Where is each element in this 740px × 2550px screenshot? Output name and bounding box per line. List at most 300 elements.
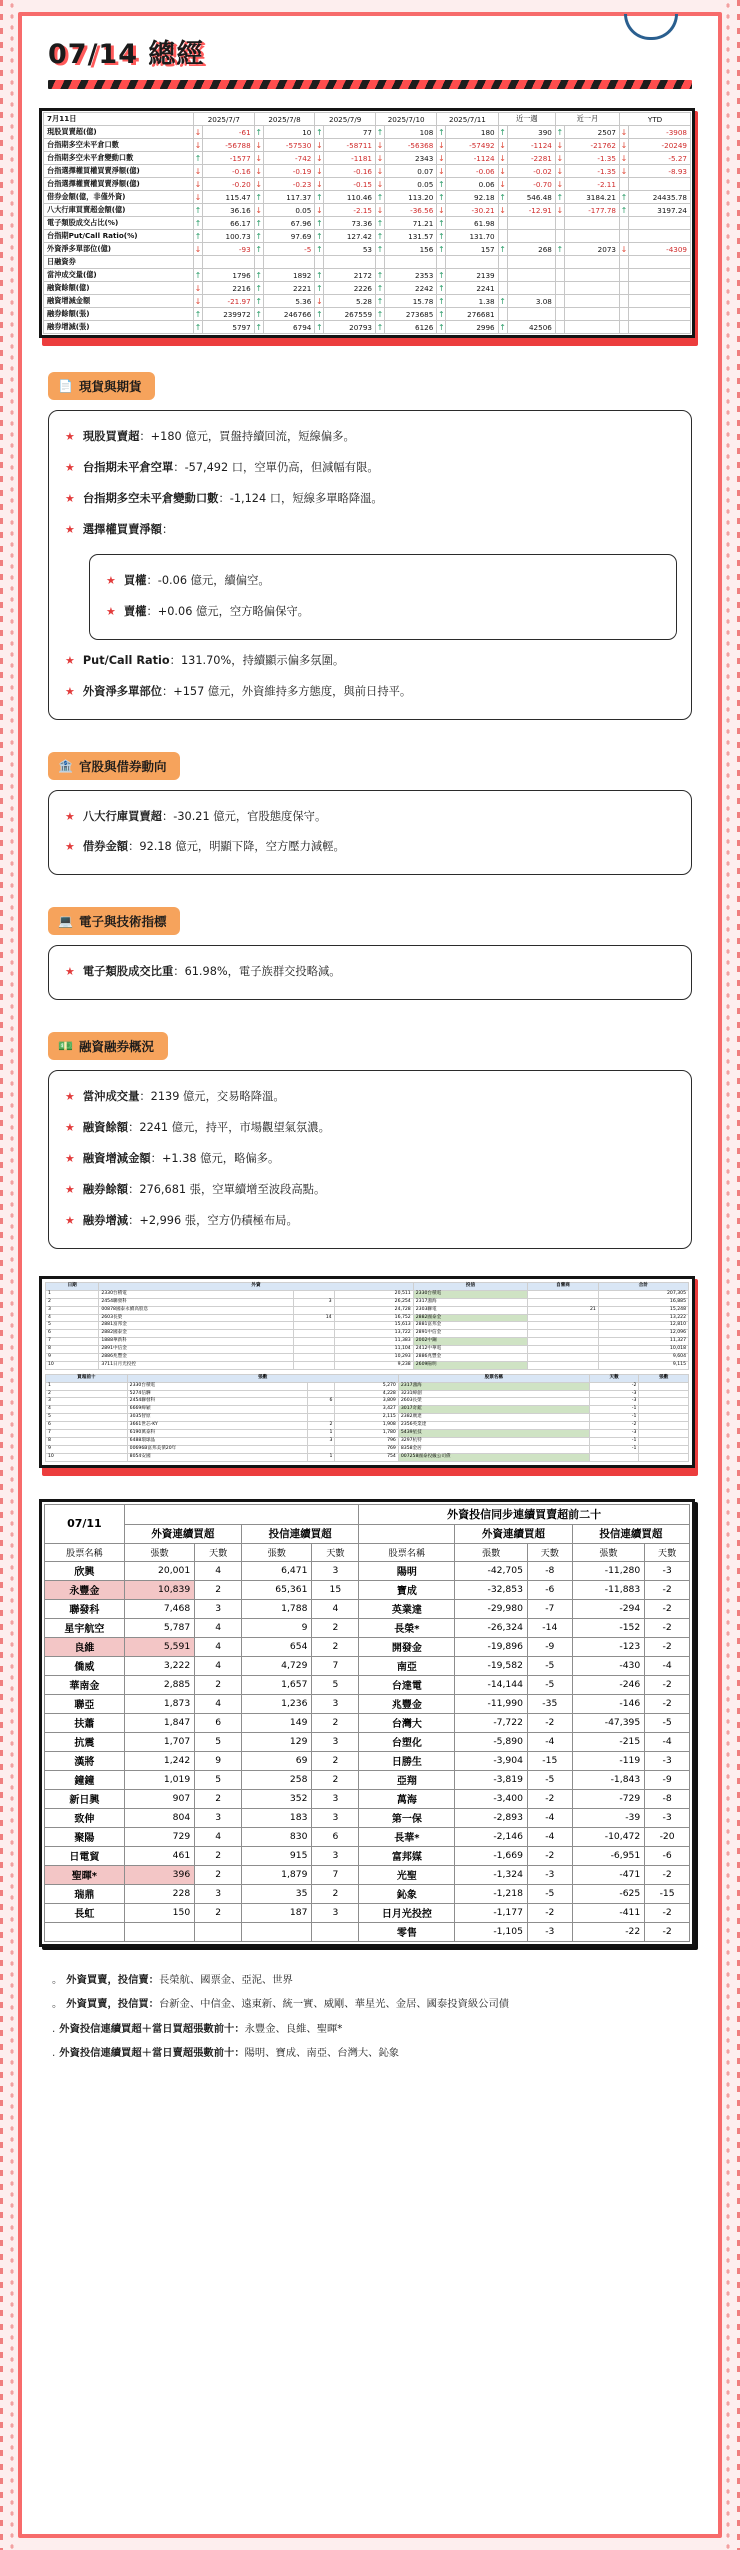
macro-cell-value bbox=[628, 178, 690, 191]
macro-row-label: 現股買賣超(億) bbox=[44, 126, 194, 139]
table-cell: -2 bbox=[645, 1580, 690, 1599]
mini-grid-cell bbox=[293, 1338, 334, 1346]
macro-cell-value: -0.06 bbox=[446, 165, 498, 178]
table-cell: 10,839 bbox=[124, 1580, 194, 1599]
macro-cell-value: -57530 bbox=[263, 139, 315, 152]
table-cell: -215 bbox=[572, 1732, 645, 1751]
macro-cell-trend-icon: ↑ bbox=[255, 270, 263, 280]
mini-grid-cell: 13,222 bbox=[598, 1314, 688, 1322]
table-cell: -7 bbox=[527, 1599, 572, 1618]
table-row bbox=[45, 1599, 690, 1618]
macro-cell-trend-icon: ↑ bbox=[255, 192, 263, 202]
mini-grid-cell bbox=[639, 1437, 689, 1445]
mini-grid-cell: 9,604 bbox=[598, 1354, 688, 1362]
mini-grid-cell bbox=[293, 1361, 334, 1369]
table-cell: -1,843 bbox=[572, 1770, 645, 1789]
col-days-right-b: 天數 bbox=[645, 1543, 690, 1561]
macro-cell-value: 1796 bbox=[203, 269, 255, 282]
mini-grid-cell: 8054安國 bbox=[127, 1453, 307, 1461]
table-cell: 鐘鐘 bbox=[45, 1770, 125, 1789]
mini-grid-cell: 2 bbox=[46, 1298, 99, 1306]
mini-grid-cell: 26,254 bbox=[334, 1298, 413, 1306]
macro-cell-value: -21762 bbox=[564, 139, 619, 152]
table-cell: -6 bbox=[645, 1846, 690, 1865]
macro-cell-value: 97.69 bbox=[263, 230, 315, 243]
footnote-marker: 。 bbox=[52, 1973, 63, 1986]
chip-icon: 💻 bbox=[58, 914, 73, 929]
table-cell: 352 bbox=[242, 1789, 312, 1808]
table-row bbox=[45, 1580, 690, 1599]
mini-grid-cell bbox=[293, 1306, 334, 1314]
table-cell: -5 bbox=[527, 1884, 572, 1903]
macro-cell-value: 24435.78 bbox=[628, 191, 690, 204]
macro-col-header-3: 2025/7/10 bbox=[376, 113, 437, 126]
bullet-label: Put/Call Ratio bbox=[82, 653, 170, 667]
table-cell: 129 bbox=[242, 1732, 312, 1751]
sub-bullet-card bbox=[89, 554, 677, 640]
macro-cell-trend-icon: ↓ bbox=[437, 205, 445, 215]
table-cell: 第一保 bbox=[359, 1808, 455, 1827]
mini-grid-cell bbox=[528, 1314, 599, 1322]
mini-grid-cell bbox=[528, 1361, 599, 1369]
macro-cell-value: 2241 bbox=[446, 282, 498, 295]
mini-grid-cell: 13,722 bbox=[334, 1330, 413, 1338]
macro-cell-value: -61 bbox=[203, 126, 255, 139]
continuous-table-frame bbox=[39, 1499, 695, 1947]
macro-cell-trend-icon: ↓ bbox=[194, 192, 202, 202]
table-cell: -146 bbox=[572, 1694, 645, 1713]
macro-table-row bbox=[44, 204, 691, 217]
mini-grid-cell: 16,752 bbox=[334, 1314, 413, 1322]
table-row bbox=[45, 1656, 690, 1675]
bullet-label: 賣權 bbox=[123, 604, 147, 618]
macro-section-spacer bbox=[263, 256, 315, 269]
macro-cell-trend-icon: ↓ bbox=[499, 166, 506, 176]
table-cell: -4 bbox=[527, 1808, 572, 1827]
mini-grid-header-4: 合計 bbox=[598, 1283, 688, 1291]
mini-grid-row bbox=[46, 1398, 689, 1406]
mini-grid-header-2: 股票名稱 bbox=[398, 1374, 589, 1382]
table-cell: 僑威 bbox=[45, 1656, 125, 1675]
macro-cell-trend-icon bbox=[619, 269, 628, 282]
macro-cell-trend-icon: ↑ bbox=[376, 309, 384, 319]
table-cell: 聯亞 bbox=[45, 1694, 125, 1713]
table-row bbox=[45, 1675, 690, 1694]
macro-cell-trend-icon: ↑ bbox=[315, 283, 323, 293]
mini-grid-cell: 10,293 bbox=[334, 1354, 413, 1362]
macro-cell-trend-icon: ↑ bbox=[315, 231, 323, 241]
table-cell: 6 bbox=[312, 1827, 359, 1846]
table-cell: -9 bbox=[527, 1637, 572, 1656]
table-cell: 聯發科 bbox=[45, 1599, 125, 1618]
macro-cell-trend-icon: ↓ bbox=[315, 296, 323, 306]
table-cell: 光聖 bbox=[359, 1865, 455, 1884]
macro-table-row bbox=[44, 269, 691, 282]
mini-grid-cell: 754 bbox=[335, 1453, 398, 1461]
bullet-item bbox=[104, 566, 662, 597]
macro-cell-trend-icon: ↓ bbox=[620, 140, 628, 150]
table-cell: -35 bbox=[527, 1694, 572, 1713]
table-cell: -246 bbox=[572, 1675, 645, 1694]
macro-cell-value bbox=[507, 217, 555, 230]
macro-row-label: 電子類股成交占比(%) bbox=[44, 217, 194, 230]
bullet-text: 電子類股成交比重：61.98%，電子族群交投略減。 bbox=[82, 965, 341, 979]
table-cell: 907 bbox=[124, 1789, 194, 1808]
table-cell: -1,324 bbox=[455, 1865, 528, 1884]
mini-grid-cell bbox=[639, 1382, 689, 1390]
macro-table-row bbox=[44, 295, 691, 308]
macro-cell-value: 0.05 bbox=[385, 178, 437, 191]
group-foreign-buy-left: 外資連續買超 bbox=[124, 1524, 241, 1543]
macro-cell-trend-icon: ↓ bbox=[620, 244, 628, 254]
footnote-0 bbox=[52, 1970, 688, 1991]
table-cell: -2,893 bbox=[455, 1808, 528, 1827]
mini-grid-cell: 796 bbox=[335, 1437, 398, 1445]
mini-grid-cell: 2330台積電 bbox=[99, 1290, 293, 1298]
macro-cell-trend-icon: ↑ bbox=[194, 205, 202, 215]
table-cell: 15 bbox=[312, 1580, 359, 1599]
macro-cell-value: -0.23 bbox=[263, 178, 315, 191]
table-cell: 開發金 bbox=[359, 1637, 455, 1656]
macro-cell-value: 1892 bbox=[263, 269, 315, 282]
macro-section-spacer bbox=[254, 256, 263, 269]
mini-grid-cell bbox=[639, 1422, 689, 1430]
macro-cell-value: -0.16 bbox=[324, 165, 376, 178]
macro-cell-trend-icon: ↑ bbox=[437, 283, 445, 293]
macro-cell-value: 5.36 bbox=[263, 295, 315, 308]
macro-cell-value: 2242 bbox=[385, 282, 437, 295]
table-cell: 258 bbox=[242, 1770, 312, 1789]
macro-section-row bbox=[44, 256, 691, 269]
macro-cell-trend-icon: ↓ bbox=[194, 179, 202, 189]
col-shares-right-b: 張數 bbox=[572, 1543, 645, 1561]
macro-cell-value bbox=[628, 308, 690, 321]
table-row bbox=[45, 1789, 690, 1808]
mini-grid-header-0: 買超前十 bbox=[46, 1374, 128, 1382]
macro-cell-value bbox=[507, 269, 555, 282]
table-cell: -3 bbox=[645, 1561, 690, 1580]
macro-cell-trend-icon: ↑ bbox=[255, 218, 263, 228]
mini-grid-cell: 2886兆豐金 bbox=[413, 1354, 527, 1362]
mini-grid-cell: 9 bbox=[46, 1445, 128, 1453]
table-cell: 3 bbox=[312, 1789, 359, 1808]
table-cell: 2 bbox=[312, 1770, 359, 1789]
star-icon: ★ bbox=[65, 965, 75, 979]
table-cell: 2,885 bbox=[124, 1675, 194, 1694]
macro-cell-trend-icon: ↑ bbox=[376, 296, 384, 306]
macro-cell-trend-icon: ↓ bbox=[315, 205, 323, 215]
table-cell: -294 bbox=[572, 1599, 645, 1618]
mini-grid-cell: 5 bbox=[46, 1322, 99, 1330]
macro-cell-trend-icon: ↑ bbox=[315, 127, 323, 137]
table-cell: 804 bbox=[124, 1808, 194, 1827]
mini-grid-cell: 5 bbox=[46, 1414, 128, 1422]
macro-row-label: 融券餘額(張) bbox=[44, 308, 194, 321]
table-cell: 華南金 bbox=[45, 1675, 125, 1694]
mini-grid-row bbox=[46, 1354, 689, 1362]
table-cell: 149 bbox=[242, 1713, 312, 1732]
mini-grid-cell bbox=[639, 1445, 689, 1453]
star-icon: ★ bbox=[106, 604, 116, 618]
macro-cell-value: -5 bbox=[263, 243, 315, 256]
macro-table-shadow bbox=[42, 111, 698, 346]
macro-section-spacer bbox=[194, 256, 203, 269]
mini-grid-cell: 3661世芯-KY bbox=[127, 1422, 307, 1430]
table-row bbox=[45, 1637, 690, 1656]
mini-grid-cell: 3231緯創 bbox=[398, 1390, 589, 1398]
macro-cell-trend-icon bbox=[498, 282, 507, 295]
mini-grid-cell: 10,018 bbox=[598, 1346, 688, 1354]
footnote-3 bbox=[52, 2043, 688, 2064]
table-row bbox=[45, 1561, 690, 1580]
table-row bbox=[45, 1865, 690, 1884]
table-cell: -2 bbox=[527, 1789, 572, 1808]
macro-cell-value: 246766 bbox=[263, 308, 315, 321]
table-cell: 2 bbox=[312, 1618, 359, 1637]
mini-grid-cell: 2603長榮 bbox=[99, 1314, 293, 1322]
macro-section-label: 日融資券 bbox=[44, 256, 194, 269]
star-icon: ★ bbox=[65, 491, 75, 505]
table-cell: 4 bbox=[312, 1599, 359, 1618]
table-cell: -5,890 bbox=[455, 1732, 528, 1751]
macro-cell-value: 2507 bbox=[564, 126, 619, 139]
table-cell: 日勝生 bbox=[359, 1751, 455, 1770]
mini-grid-cell: 16,885 bbox=[598, 1298, 688, 1306]
mini-grid-cell: 2382廣達 bbox=[398, 1414, 589, 1422]
macro-cell-trend-icon bbox=[555, 217, 564, 230]
section-card-3 bbox=[48, 1070, 692, 1249]
macro-cell-trend-icon: ↓ bbox=[255, 166, 263, 176]
mini-grid-cell: 2330台積電 bbox=[413, 1290, 527, 1298]
macro-cell-trend-icon: ↑ bbox=[499, 192, 506, 202]
institution-grid-frame bbox=[39, 1276, 695, 1468]
mini-grid-header-row bbox=[46, 1374, 689, 1382]
continuous-table-left-spacer bbox=[124, 1504, 359, 1524]
table-cell: -2 bbox=[645, 1865, 690, 1884]
bullet-text: 台指期未平倉空單：-57,492 口，空單仍高，但減幅有限。 bbox=[82, 460, 379, 474]
macro-cell-value: 77 bbox=[324, 126, 376, 139]
macro-section-spacer bbox=[628, 256, 690, 269]
institution-bottom-grid bbox=[45, 1374, 689, 1462]
table-cell: 7 bbox=[312, 1865, 359, 1884]
macro-cell-value: 546.48 bbox=[507, 191, 555, 204]
institution-grid-shadow bbox=[42, 1279, 698, 1476]
macro-cell-trend-icon: ↓ bbox=[194, 127, 202, 137]
bullet-text: 當沖成交量：2139 億元，交易略降溫。 bbox=[82, 1090, 285, 1104]
macro-col-header-0: 2025/7/7 bbox=[194, 113, 255, 126]
table-cell: -39 bbox=[572, 1808, 645, 1827]
macro-cell-value bbox=[564, 295, 619, 308]
footnote-marker: 。 bbox=[52, 1998, 63, 2011]
macro-cell-value: 20793 bbox=[324, 321, 376, 334]
table-cell: 台達電 bbox=[359, 1675, 455, 1694]
bullet-item bbox=[63, 646, 677, 677]
table-cell: 漢將 bbox=[45, 1751, 125, 1770]
macro-cell-value: 131.70 bbox=[446, 230, 498, 243]
macro-cell-value: 2343 bbox=[385, 152, 437, 165]
macro-cell-value: -0.02 bbox=[507, 165, 555, 178]
table-cell: 7 bbox=[312, 1656, 359, 1675]
right-dot-rail bbox=[724, 0, 732, 2550]
macro-row-label: 台指選擇權買權買賣淨額(億) bbox=[44, 165, 194, 178]
mini-grid-cell: 6190萬泰科 bbox=[127, 1430, 307, 1438]
table-cell: -6,951 bbox=[572, 1846, 645, 1865]
macro-cell-value: -0.20 bbox=[203, 178, 255, 191]
mini-grid-cell: 2881富邦金 bbox=[99, 1322, 293, 1330]
table-cell: -2 bbox=[645, 1618, 690, 1637]
macro-section-spacer bbox=[498, 256, 507, 269]
macro-cell-trend-icon: ↑ bbox=[437, 322, 445, 332]
macro-cell-trend-icon: ↑ bbox=[255, 322, 263, 332]
macro-cell-value bbox=[507, 308, 555, 321]
table-cell: 扶蕭 bbox=[45, 1713, 125, 1732]
macro-cell-trend-icon: ↓ bbox=[194, 283, 202, 293]
footnote-text: 永豐金、良維、聖暉* bbox=[244, 2022, 343, 2035]
macro-cell-value: 131.57 bbox=[385, 230, 437, 243]
macro-cell-trend-icon: ↓ bbox=[194, 296, 202, 306]
bullet-text: 現股買賣超：+180 億元，買盤持續回流，短線偏多。 bbox=[82, 430, 355, 443]
mini-grid-cell: 007258國泰投級公司債 bbox=[398, 1453, 589, 1461]
macro-cell-trend-icon: ↓ bbox=[376, 166, 384, 176]
mini-grid-row bbox=[46, 1322, 689, 1330]
macro-section-spacer bbox=[203, 256, 255, 269]
table-cell: -5 bbox=[527, 1770, 572, 1789]
table-cell: -10,472 bbox=[572, 1827, 645, 1846]
table-cell: -2 bbox=[645, 1675, 690, 1694]
mini-grid-cell: 9 bbox=[46, 1354, 99, 1362]
table-cell: 6 bbox=[195, 1713, 242, 1732]
table-cell: 3 bbox=[312, 1808, 359, 1827]
mini-grid-cell: 14 bbox=[293, 1314, 334, 1322]
table-cell: 台塑化 bbox=[359, 1732, 455, 1751]
table-cell: 69 bbox=[242, 1751, 312, 1770]
macro-cell-value: 117.37 bbox=[263, 191, 315, 204]
mini-grid-cell: 2356英業達 bbox=[398, 1422, 589, 1430]
macro-cell-trend-icon: ↓ bbox=[620, 153, 628, 163]
macro-cell-trend-icon: ↑ bbox=[556, 192, 564, 202]
table-cell: -3,400 bbox=[455, 1789, 528, 1808]
table-cell: 5 bbox=[195, 1732, 242, 1751]
mini-grid-cell: 15,248 bbox=[598, 1306, 688, 1314]
continuous-table-group-row bbox=[45, 1524, 690, 1543]
macro-cell-trend-icon: ↓ bbox=[499, 179, 506, 189]
macro-cell-trend-icon: ↑ bbox=[376, 244, 384, 254]
group-foreign-buy-right: 外資連續買超 bbox=[455, 1524, 572, 1543]
bullet-item bbox=[63, 422, 677, 453]
macro-cell-value: -5.27 bbox=[628, 152, 690, 165]
macro-cell-trend-icon: ↓ bbox=[255, 153, 263, 163]
mini-grid-row bbox=[46, 1346, 689, 1354]
bullet-item bbox=[63, 1144, 677, 1175]
group-trust-buy-right: 投信連續買超 bbox=[572, 1524, 689, 1543]
table-cell: 2 bbox=[312, 1751, 359, 1770]
mini-grid-cell: 10 bbox=[46, 1453, 128, 1461]
macro-cell-value bbox=[628, 230, 690, 243]
macro-cell-value: -21.97 bbox=[203, 295, 255, 308]
col-days-left-b: 天數 bbox=[312, 1543, 359, 1561]
section-card-0 bbox=[48, 410, 692, 720]
mini-grid-cell: 1888華新科 bbox=[99, 1338, 293, 1346]
macro-cell-trend-icon: ↓ bbox=[315, 166, 323, 176]
table-cell: -1,218 bbox=[455, 1884, 528, 1903]
table-cell: -729 bbox=[572, 1789, 645, 1808]
bullet-item bbox=[63, 802, 677, 833]
table-cell: 4 bbox=[195, 1561, 242, 1580]
institution-top-grid bbox=[45, 1282, 689, 1370]
bullet-label: 台指期多空未平倉變動口數 bbox=[82, 491, 219, 505]
macro-cell-trend-icon: ↑ bbox=[437, 231, 445, 241]
mini-grid-cell: 2882國泰金 bbox=[413, 1314, 527, 1322]
star-icon: ★ bbox=[65, 840, 75, 854]
macro-cell-value: -4309 bbox=[628, 243, 690, 256]
macro-cell-trend-icon bbox=[555, 308, 564, 321]
bullet-label: 借券金額 bbox=[82, 840, 129, 854]
table-cell: 2 bbox=[312, 1713, 359, 1732]
table-cell: 1,707 bbox=[124, 1732, 194, 1751]
table-cell: -2 bbox=[645, 1694, 690, 1713]
macro-cell-trend-icon bbox=[555, 321, 564, 334]
mini-grid-cell: 9,238 bbox=[334, 1361, 413, 1369]
mini-grid-cell: 11,383 bbox=[334, 1338, 413, 1346]
macro-cell-value: -0.16 bbox=[203, 165, 255, 178]
macro-table-row bbox=[44, 243, 691, 256]
bullet-text: 買權：-0.06 億元，續偏空。 bbox=[123, 573, 270, 587]
table-cell: 2 bbox=[195, 1846, 242, 1865]
macro-section-spacer bbox=[324, 256, 376, 269]
table-row bbox=[45, 1694, 690, 1713]
star-icon: ★ bbox=[65, 522, 75, 536]
table-cell: 2 bbox=[195, 1789, 242, 1808]
macro-cell-value bbox=[564, 282, 619, 295]
macro-cell-trend-icon: ↑ bbox=[194, 322, 202, 332]
macro-cell-trend-icon bbox=[555, 295, 564, 308]
bullet-text: 外資淨多單部位：+157 億元，外資維持多方態度，與前日持平。 bbox=[82, 684, 412, 698]
table-cell: -9 bbox=[645, 1770, 690, 1789]
bullet-label: 融資增減金額 bbox=[82, 1152, 151, 1166]
bullet-text: 融資餘額：2241 億元，持平，市場觀望氣氛濃。 bbox=[82, 1121, 330, 1135]
mini-grid-cell: -2 bbox=[589, 1382, 639, 1390]
table-cell: 3 bbox=[312, 1732, 359, 1751]
table-cell: 228 bbox=[124, 1884, 194, 1903]
bank-icon: 🏦 bbox=[58, 758, 73, 773]
star-icon: ★ bbox=[65, 809, 75, 823]
section-chip-1 bbox=[48, 752, 180, 780]
macro-cell-trend-icon: ↑ bbox=[315, 322, 323, 332]
table-cell: 9 bbox=[195, 1751, 242, 1770]
star-icon: ★ bbox=[65, 1121, 75, 1135]
bullet-text: 融券餘額：276,681 張，空單續增至波段高點。 bbox=[82, 1183, 326, 1197]
table-cell: 729 bbox=[124, 1827, 194, 1846]
mini-grid-row bbox=[46, 1453, 689, 1461]
mini-grid-cell: -1 bbox=[589, 1414, 639, 1422]
table-cell: 零售 bbox=[359, 1922, 455, 1941]
table-cell: 5,591 bbox=[124, 1637, 194, 1656]
table-cell: 星宇航空 bbox=[45, 1618, 125, 1637]
mini-grid-cell bbox=[639, 1406, 689, 1414]
macro-cell-value: 42506 bbox=[507, 321, 555, 334]
table-cell: 英業達 bbox=[359, 1599, 455, 1618]
macro-row-label: 融券增減(張) bbox=[44, 321, 194, 334]
table-cell: -14,144 bbox=[455, 1675, 528, 1694]
macro-cell-trend-icon: ↑ bbox=[255, 231, 263, 241]
mini-grid-cell: 4 bbox=[46, 1314, 99, 1322]
macro-cell-value: 3184.21 bbox=[564, 191, 619, 204]
mini-grid-cell: 2603長榮 bbox=[398, 1398, 589, 1406]
macro-cell-trend-icon: ↓ bbox=[315, 179, 323, 189]
footnote-label: 外資投信連續買超＋當日買超張數前十： bbox=[59, 2022, 245, 2035]
macro-cell-value: -12.91 bbox=[507, 204, 555, 217]
document-icon: 📄 bbox=[58, 379, 73, 393]
